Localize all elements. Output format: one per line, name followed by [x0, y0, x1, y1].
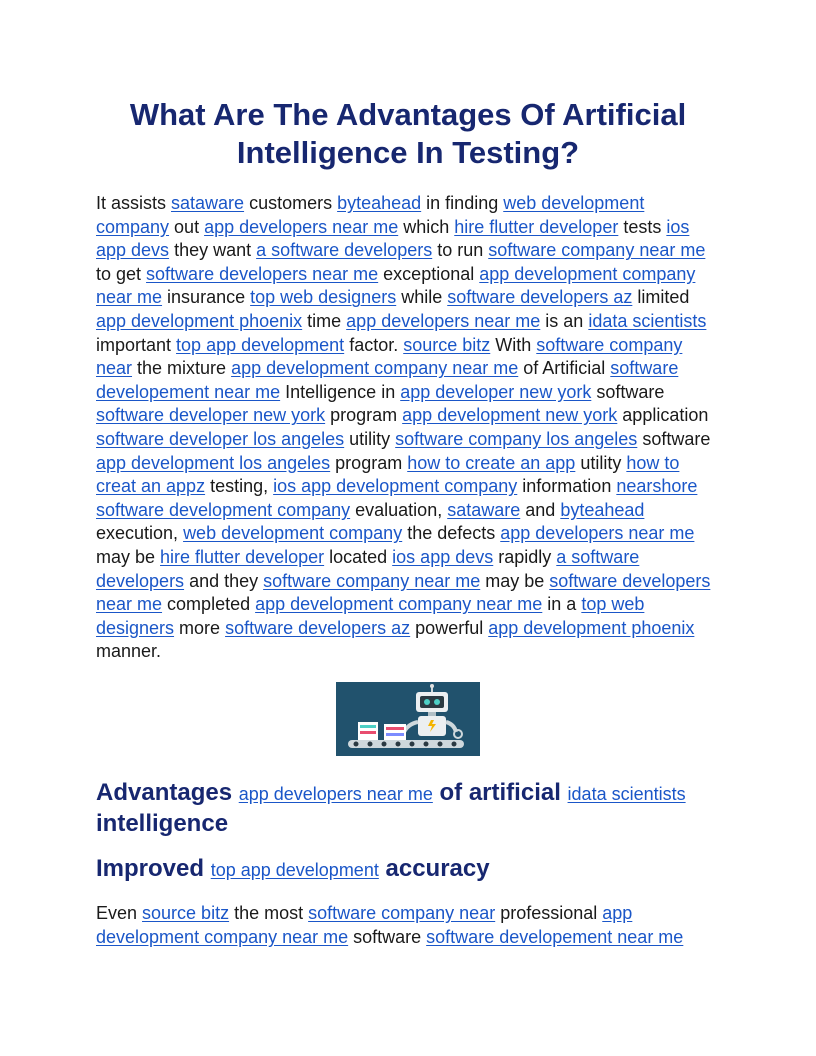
inline-link[interactable]: byteahead — [560, 499, 645, 520]
inline-link[interactable]: how to create an app — [407, 452, 576, 473]
robot-assembly-line-illustration — [336, 682, 480, 756]
text-run: manner. — [96, 641, 162, 662]
inline-link[interactable]: software developers az — [447, 287, 633, 308]
text-run: information — [517, 476, 617, 497]
inline-link[interactable]: software company near — [308, 903, 496, 923]
text-run: utility — [575, 452, 627, 473]
text-run: Intelligence in — [280, 381, 401, 402]
inline-link[interactable]: app development company near me — [96, 903, 633, 947]
subsection-heading-improved-accuracy — [96, 854, 720, 885]
text-run: the most — [229, 903, 309, 923]
text-run: located — [324, 546, 393, 567]
text-run: to get — [96, 263, 147, 284]
text-run: and — [520, 499, 561, 520]
inline-link[interactable]: app developers near me — [346, 310, 541, 331]
text-run: tests — [618, 216, 667, 237]
text-run: important — [96, 334, 177, 355]
inline-link[interactable]: software developers near me — [96, 570, 711, 615]
text-run: out — [169, 216, 205, 237]
text-run: is an — [540, 310, 589, 331]
text-run: rapidly — [493, 546, 557, 567]
text-run: testing, — [205, 476, 274, 497]
inline-link[interactable]: software company los angeles — [395, 428, 638, 449]
inline-link[interactable]: sataware — [447, 499, 521, 520]
inline-link[interactable]: app development phoenix — [488, 617, 695, 638]
inline-link[interactable]: a software developers — [256, 240, 433, 261]
inline-link[interactable]: nearshore software development company — [96, 476, 698, 520]
text-run: customers — [244, 193, 338, 213]
inline-link[interactable]: app developers near me — [500, 523, 695, 544]
text-run: With — [490, 334, 537, 355]
intro-paragraph — [96, 192, 720, 664]
inline-link[interactable]: software company near me — [263, 570, 481, 591]
text-run: more — [174, 617, 226, 638]
text-run: completed — [162, 594, 256, 615]
text-run: Even — [96, 903, 143, 923]
inline-link[interactable]: app developers near me — [204, 216, 399, 237]
text-run: utility — [344, 428, 396, 449]
text-run: time — [302, 310, 347, 331]
text-run: software — [348, 926, 427, 947]
inline-link[interactable]: how to creat an appz — [96, 452, 680, 497]
text-run: while — [396, 287, 448, 308]
inline-link[interactable]: hire flutter developer — [454, 216, 619, 237]
page-title: What Are The Advantages Of Artificial Intelligence In Testing? — [129, 97, 687, 170]
text-run: software — [637, 428, 711, 449]
inline-link[interactable]: app development company near me — [255, 594, 543, 615]
text-run: intelligence — [96, 810, 229, 837]
text-run: may be — [96, 546, 161, 567]
text-run: which — [398, 216, 455, 237]
text-run: execution, — [96, 523, 184, 544]
inline-link[interactable]: app development los angeles — [96, 452, 331, 473]
text-run: to run — [432, 240, 489, 261]
inline-link[interactable]: software developer new york — [96, 405, 326, 426]
text-run: program — [330, 452, 408, 473]
inline-link[interactable]: app development company near me — [96, 263, 696, 308]
text-run: they want — [169, 240, 257, 261]
inline-link[interactable]: ios app devs — [392, 546, 494, 567]
text-run: application — [617, 405, 709, 426]
text-run: of artificial — [432, 779, 568, 806]
text-run: the defects — [402, 523, 501, 544]
inline-link[interactable]: hire flutter developer — [160, 546, 325, 567]
text-run: factor. — [344, 334, 404, 355]
text-run: professional — [495, 903, 603, 923]
text-run: powerful — [410, 617, 489, 638]
inline-link[interactable]: top web designers — [250, 287, 397, 308]
text-run: may be — [480, 570, 550, 591]
inline-link[interactable]: ios app development company — [273, 476, 518, 497]
text-run: and they — [184, 570, 264, 591]
inline-link[interactable]: top app development — [176, 334, 345, 355]
text-run: Improved — [96, 855, 211, 882]
inline-link[interactable]: software developers az — [225, 617, 411, 638]
inline-link[interactable]: source bitz — [403, 334, 491, 355]
text-run: It assists — [96, 193, 172, 213]
text-run: evaluation, — [350, 499, 448, 520]
text-run: Advantages — [96, 779, 239, 806]
improved-accuracy-paragraph — [96, 902, 720, 949]
inline-link[interactable]: app developer new york — [400, 381, 592, 402]
text-run: software — [591, 381, 665, 402]
inline-link[interactable]: idata scientists — [588, 310, 707, 331]
inline-link[interactable]: app development phoenix — [96, 310, 303, 331]
inline-link[interactable]: app developers near me — [238, 784, 433, 804]
inline-link[interactable]: software developers near me — [146, 263, 379, 284]
inline-link[interactable]: software company near me — [488, 240, 706, 261]
text-run: program — [325, 405, 403, 426]
text-run: in a — [542, 594, 582, 615]
inline-link[interactable]: source bitz — [142, 903, 230, 923]
text-run: accuracy — [378, 855, 490, 882]
text-run: limited — [632, 287, 690, 308]
inline-link[interactable]: top app development — [210, 860, 379, 880]
inline-link[interactable]: ios app devs — [96, 216, 690, 261]
inline-link[interactable]: software developement near me — [96, 358, 679, 402]
inline-link[interactable]: software developement near me — [426, 926, 684, 947]
inline-link[interactable]: idata scientists — [567, 784, 686, 804]
text-run: insurance — [162, 287, 251, 308]
inline-link[interactable]: app development new york — [402, 405, 618, 426]
text-run: in finding — [421, 193, 504, 213]
inline-link[interactable]: a software developers — [96, 546, 640, 591]
text-run: of Artificial — [518, 358, 611, 379]
text-run: the mixture — [132, 358, 232, 379]
section-heading-advantages — [96, 778, 720, 838]
inline-link[interactable]: software developer los angeles — [96, 428, 345, 449]
inline-link[interactable]: sataware — [171, 193, 245, 213]
inline-link[interactable]: web development company — [96, 193, 645, 237]
inline-link[interactable]: top web designers — [96, 594, 645, 638]
inline-link[interactable]: app development company near me — [231, 358, 519, 379]
inline-link[interactable]: byteahead — [337, 193, 422, 213]
text-run: exceptional — [378, 263, 480, 284]
inline-link[interactable]: web development company — [183, 523, 403, 544]
inline-link[interactable]: software company near — [96, 334, 683, 379]
